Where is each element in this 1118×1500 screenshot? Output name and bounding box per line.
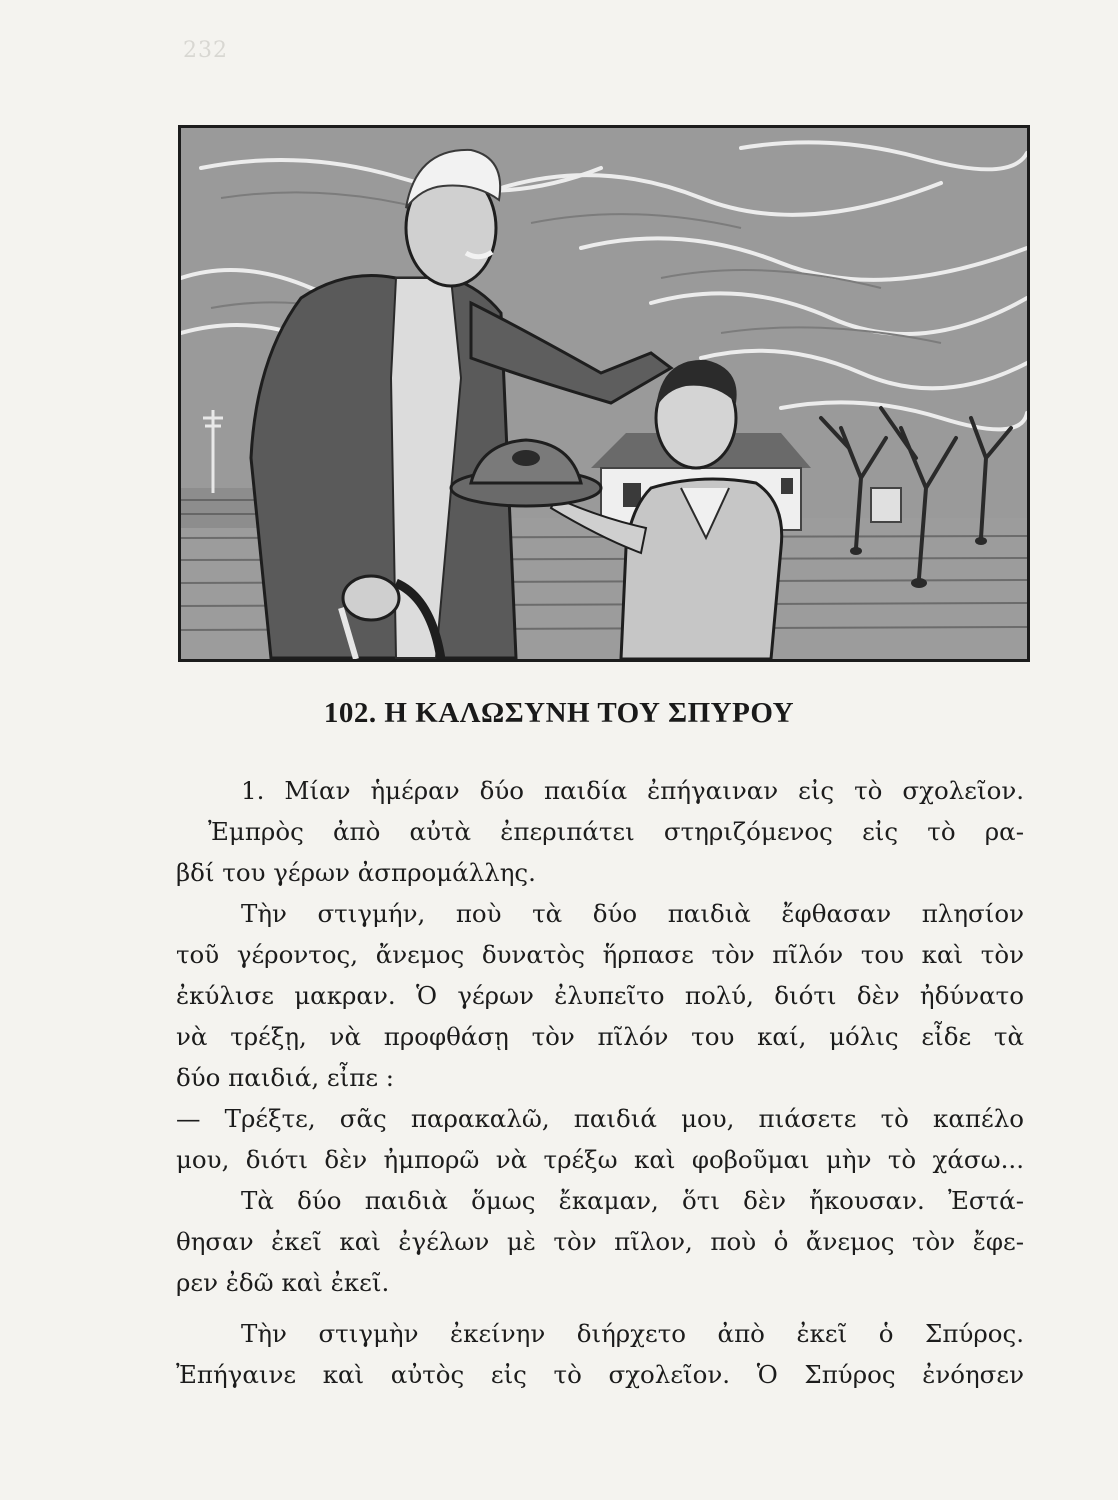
text-line: νὰ τρέξῃ, νὰ προφθάσῃ τὸν πῖλόν του καί, μόλις εἶδε τὰ (176, 1022, 1024, 1051)
story-illustration (178, 125, 1030, 662)
page-number: 232 (183, 38, 228, 63)
text-line: ρεν ἐδῶ καὶ ἐκεῖ. (176, 1268, 390, 1297)
text-line: ἐκύλισε μακραν. Ὁ γέρων ἐλυπεῖτο πολύ, διότι δὲν ἠδύνατο (176, 981, 1024, 1010)
text-line: Ἐπήγαινε καὶ αὐτὸς εἰς τὸ σχολεῖον. Ὁ Σπύρος ἐνόησεν (176, 1360, 1024, 1389)
text-line: βδί του γέρων ἀσπρομάλλης. (176, 858, 536, 887)
text-line: δύο παιδιά, εἶπε : (176, 1063, 395, 1092)
text-line: τοῦ γέροντος, ἄνεμος δυνατὸς ἥρπασε τὸν πῖλόν του καὶ τὸν (176, 940, 1024, 969)
story-text (176, 770, 1024, 1395)
woodcut-illustration (181, 128, 1027, 659)
text-line: 1. Μίαν ἡμέραν δύο παιδία ἐπήγαιναν εἰς τὸ σχολεῖον. (241, 776, 1024, 805)
text-line: θησαν ἐκεῖ καὶ ἐγέλων μὲ τὸν πῖλον, ποὺ ὁ ἄνεμος τὸν ἔφε- (176, 1227, 1024, 1256)
text-line: μου, διότι δὲν ἠμπορῶ νὰ τρέξω καὶ φοβοῦμαι μὴν τὸ χάσω... (176, 1145, 1024, 1174)
text-line: Τὴν στιγμήν, ποὺ τὰ δύο παιδιὰ ἔφθασαν πλησίον (241, 899, 1024, 928)
text-line: Τὴν στιγμὴν ἐκείνην διήρχετο ἀπὸ ἐκεῖ ὁ Σπύρος. (241, 1319, 1024, 1348)
story-title: 102. Η ΚΑΛΩΣΥΝΗ ΤΟΥ ΣΠΥΡΟΥ (323, 697, 795, 729)
paragraph-gap (176, 1303, 1024, 1313)
text-line: — Τρέξτε, σᾶς παρακαλῶ, παιδιά μου, πιάσετε τὸ καπέλο (176, 1104, 1024, 1133)
text-line: Τὰ δύο παιδιὰ ὅμως ἔκαμαν, ὅτι δὲν ἤκουσαν. Ἐστά- (241, 1186, 1024, 1215)
text-line: Ἐμπρὸς ἀπὸ αὐτὰ ἐπεριπάτει στηριζόμενος εἰς τὸ ρα- (208, 817, 1024, 846)
